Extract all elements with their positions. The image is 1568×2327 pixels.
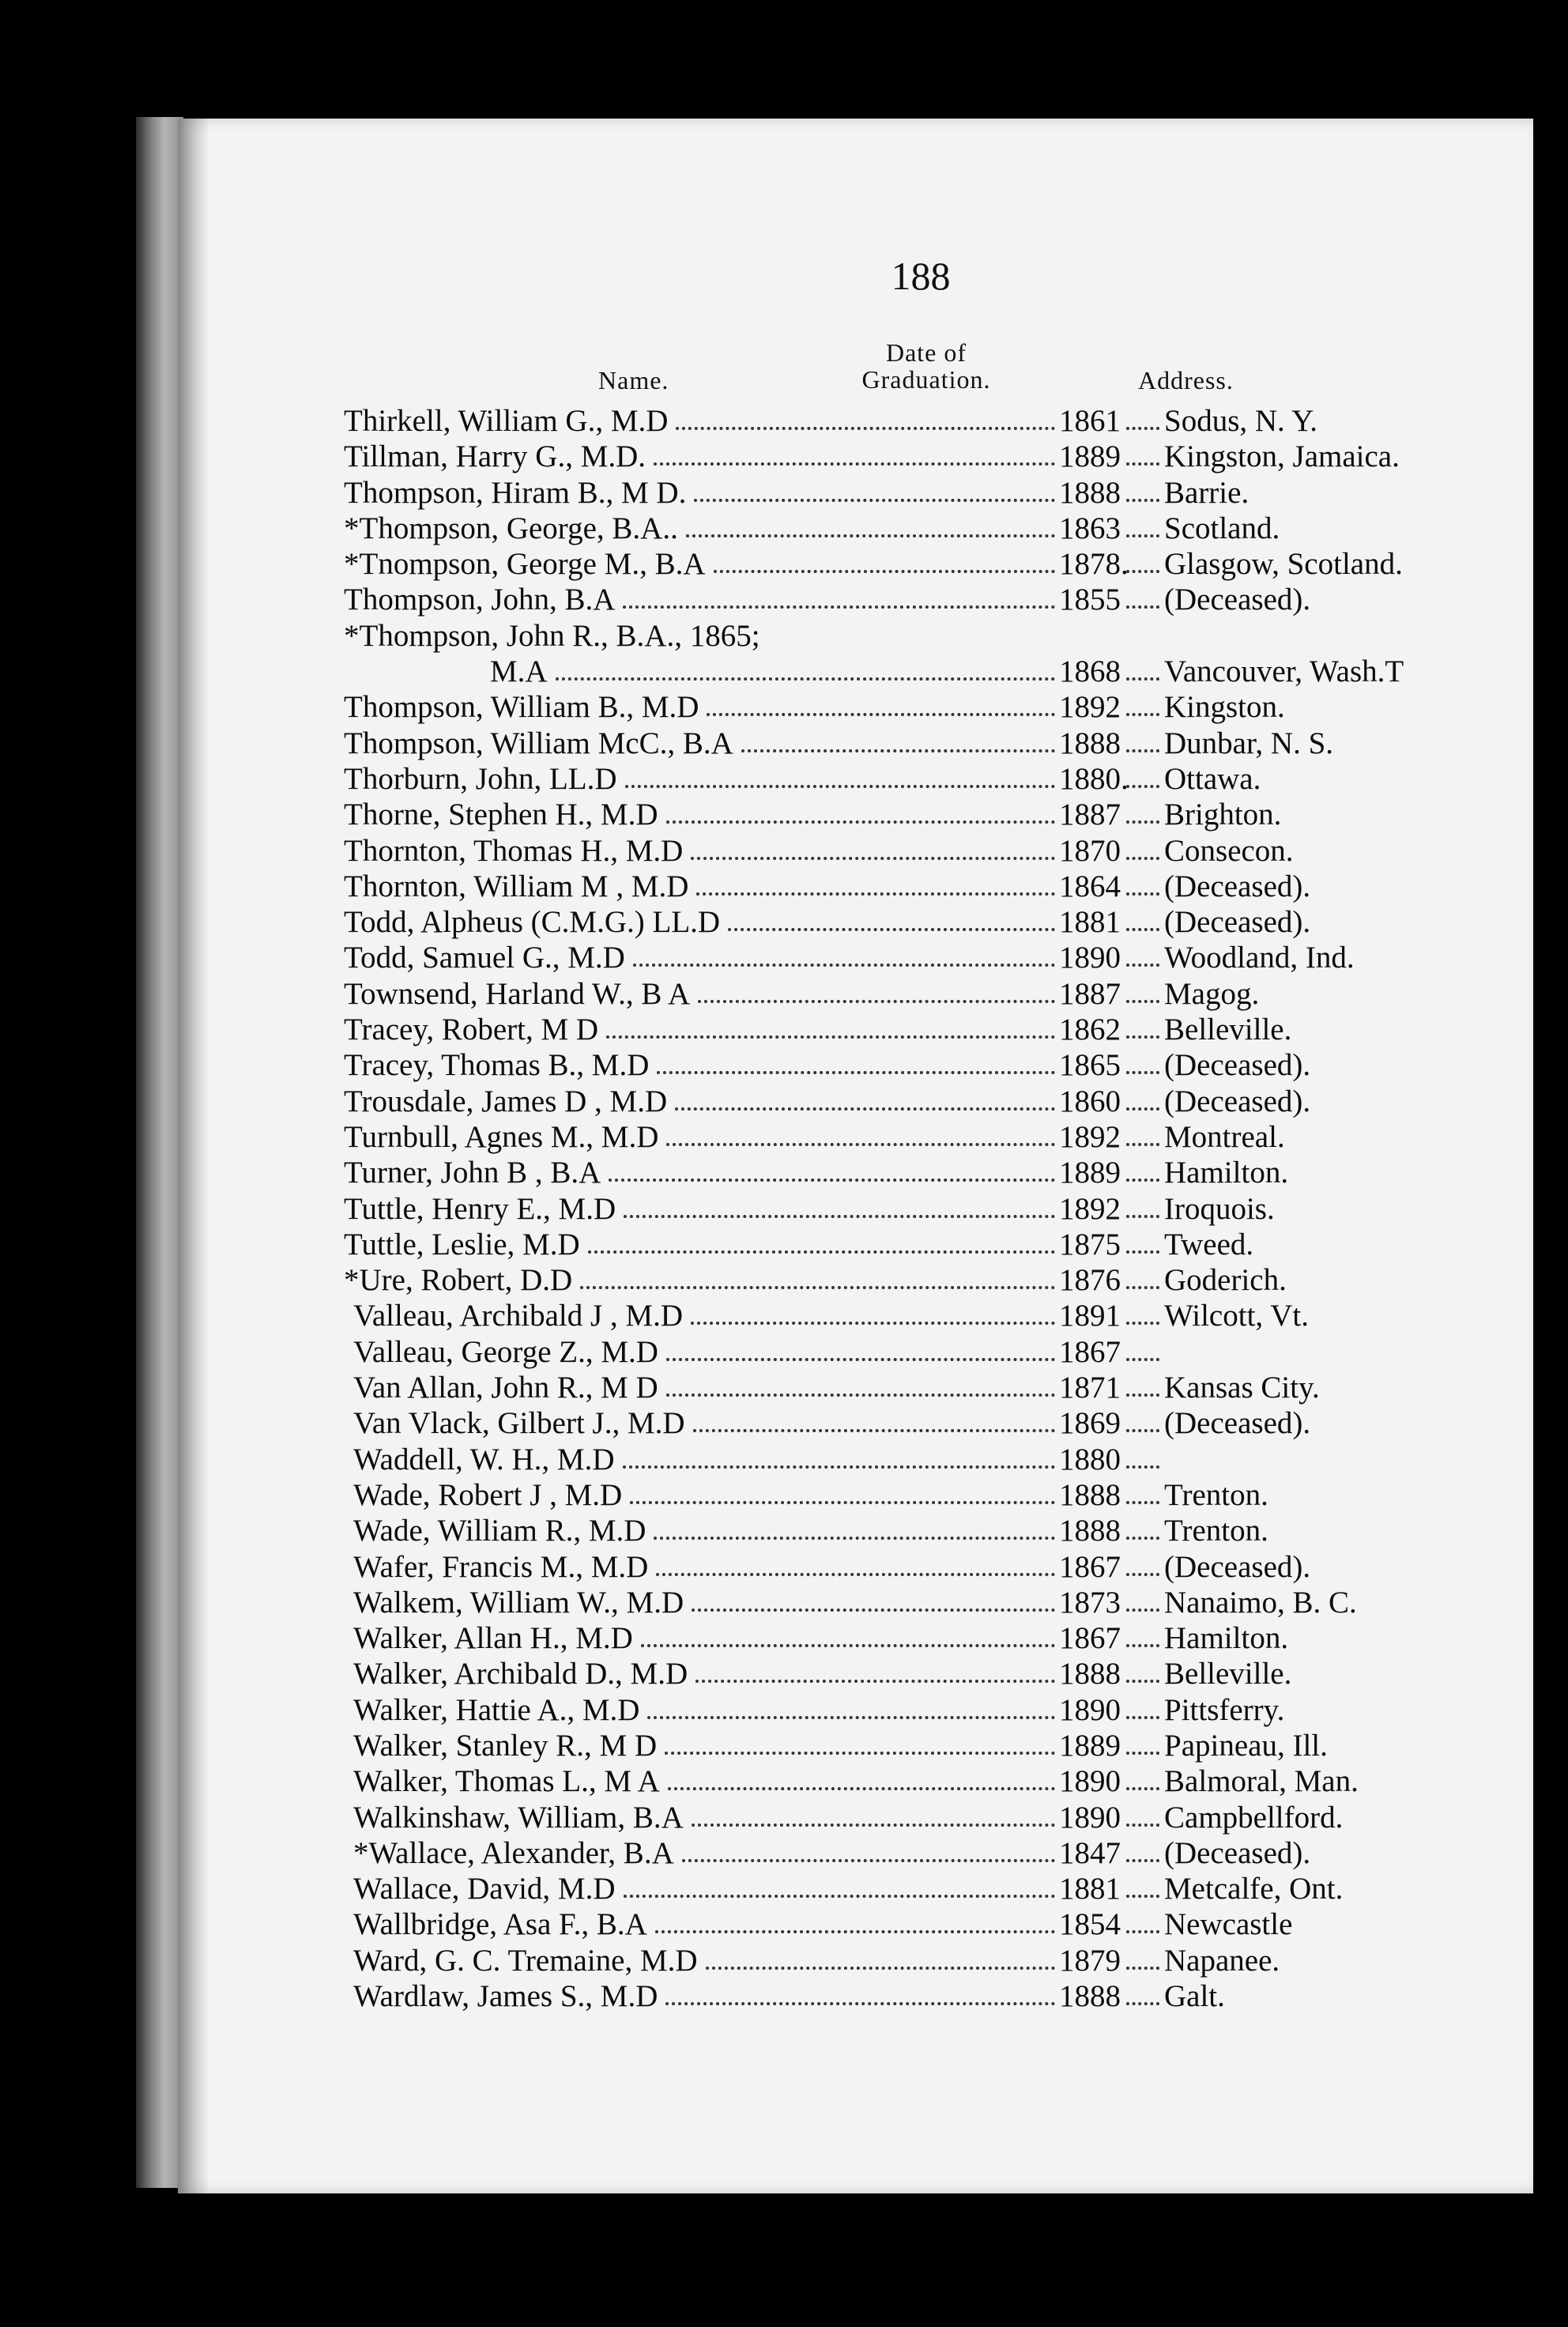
dot-leader <box>1126 1394 1159 1397</box>
graduate-name: Thompson, William B., M.D <box>344 690 699 725</box>
graduation-year: 1888 <box>1059 1477 1121 1512</box>
dot-leader <box>1126 1787 1159 1790</box>
list-item <box>344 1763 1498 1799</box>
graduate-name: Thirkell, William G., M.D <box>344 404 669 438</box>
dot-leader <box>657 1071 1055 1074</box>
list-item <box>344 833 1498 869</box>
graduation-year: 1864 <box>1059 869 1121 903</box>
graduate-address: Iroquois. <box>1164 1191 1275 1226</box>
list-item <box>344 618 1498 654</box>
graduation-year: 1860 <box>1059 1084 1121 1118</box>
graduate-address: Consecon. <box>1164 833 1294 868</box>
graduation-year: 1871 <box>1059 1371 1121 1405</box>
graduate-name: Thompson, William McC., B.A <box>344 726 733 760</box>
dot-leader <box>1126 499 1159 502</box>
dot-leader <box>691 857 1055 860</box>
graduate-name: Waddell, W. H., M.D <box>353 1442 615 1477</box>
graduate-name: Todd, Alpheus (C.M.G.) LL.D <box>344 905 721 940</box>
graduation-year: 1890 <box>1059 1692 1121 1727</box>
dot-leader <box>1126 1071 1159 1074</box>
dot-leader <box>1126 1501 1159 1504</box>
list-item <box>344 1370 1498 1405</box>
list-item <box>344 1871 1498 1906</box>
dot-leader <box>707 713 1055 716</box>
graduate-name: Walker, Stanley R., M D <box>353 1728 658 1763</box>
graduate-address: Woodland, Ind. <box>1164 941 1355 975</box>
dot-leader <box>625 785 1055 788</box>
graduation-year: 1876 <box>1059 1263 1121 1298</box>
graduate-name: Tillman, Harry G., M.D. <box>344 439 646 474</box>
graduate-address: Kingston, Jamaica. <box>1164 439 1400 474</box>
graduate-address: Tweed. <box>1164 1227 1254 1262</box>
graduate-name: M.A <box>490 654 548 689</box>
list-item <box>344 546 1498 582</box>
dot-leader <box>1126 1967 1159 1970</box>
dot-leader <box>623 1465 1055 1469</box>
graduation-year: 1869 <box>1059 1406 1121 1441</box>
graduate-name: Walker, Allan H., M.D <box>353 1621 633 1656</box>
list-item <box>344 726 1498 761</box>
dot-leader <box>1126 749 1159 752</box>
column-header-date-line2: Graduation. <box>861 364 991 394</box>
graduate-address: (Deceased). <box>1164 905 1311 940</box>
dot-leader <box>1126 427 1159 430</box>
list-item <box>344 1262 1498 1298</box>
graduate-name: Todd, Samuel G., M.D <box>344 941 625 975</box>
list-item <box>344 797 1498 832</box>
dot-leader <box>606 1035 1055 1039</box>
graduate-address: Papineau, Ill. <box>1164 1728 1328 1763</box>
list-item <box>344 1978 1498 2014</box>
graduate-name: Thorburn, John, LL.D <box>344 761 617 796</box>
graduation-year: 1892 <box>1059 1191 1121 1226</box>
graduation-year: 1888 <box>1059 1514 1121 1548</box>
graduate-name: Walker, Thomas L., M A <box>353 1764 660 1799</box>
graduate-address: Sodus, N. Y. <box>1164 404 1317 438</box>
dot-leader <box>696 892 1055 896</box>
dot-leader <box>1126 1573 1159 1576</box>
dot-leader <box>656 1573 1055 1576</box>
dot-leader <box>694 499 1055 502</box>
graduate-address: Vancouver, Wash.T <box>1164 654 1404 689</box>
dot-leader <box>1126 1179 1159 1182</box>
list-item <box>344 1943 1498 1978</box>
graduate-address: (Deceased). <box>1164 583 1311 617</box>
graduate-name: *Thompson, John R., B.A., 1865; <box>344 618 760 653</box>
graduation-year: 1881 <box>1059 1872 1121 1906</box>
graduation-year: 1867 <box>1059 1549 1121 1584</box>
list-item <box>344 1012 1498 1047</box>
book-page <box>178 119 1533 2193</box>
graduate-name: *Wallace, Alexander, B.A <box>353 1835 674 1870</box>
dot-leader <box>1126 1680 1159 1683</box>
graduate-address: (Deceased). <box>1164 1549 1311 1584</box>
dot-leader <box>666 1358 1055 1361</box>
dot-leader <box>1126 1752 1159 1755</box>
graduation-year: 1847 <box>1059 1835 1121 1870</box>
graduation-year: 1880 <box>1059 1442 1121 1477</box>
dot-leader <box>641 1644 1055 1647</box>
dot-leader <box>693 1429 1055 1432</box>
dot-leader <box>686 534 1055 537</box>
graduate-name: *Tnompson, George M., B.A <box>344 547 706 582</box>
graduate-name: Valleau, Archibald J , M.D <box>353 1299 684 1333</box>
graduate-address: Ottawa. <box>1164 761 1261 796</box>
dot-leader <box>698 1000 1055 1003</box>
list-item <box>344 1477 1498 1513</box>
graduate-address: (Deceased). <box>1164 1406 1311 1441</box>
list-item <box>344 1549 1498 1585</box>
dot-leader <box>666 1394 1055 1397</box>
list-item <box>344 1513 1498 1548</box>
graduation-year: 1868 <box>1059 654 1121 689</box>
page-edge <box>136 117 183 2188</box>
dot-leader <box>1126 1859 1159 1862</box>
dot-leader <box>1126 1035 1159 1039</box>
dot-leader <box>1126 1000 1159 1003</box>
graduate-address: Barrie. <box>1164 475 1250 510</box>
dot-leader <box>609 1179 1055 1182</box>
dot-leader <box>675 1107 1055 1111</box>
list-item <box>344 582 1498 617</box>
graduation-year: 1891 <box>1059 1299 1121 1333</box>
graduate-name: Van Vlack, Gilbert J., M.D <box>353 1406 685 1441</box>
graduate-name: *Ure, Robert, D.D <box>344 1263 573 1298</box>
dot-leader <box>1126 570 1159 573</box>
dot-leader <box>692 1824 1055 1827</box>
graduation-year: 1889 <box>1059 439 1121 474</box>
dot-leader <box>1126 1895 1159 1898</box>
graduate-name: Wade, Robert J , M.D <box>353 1477 623 1512</box>
graduate-address: Hamilton. <box>1164 1621 1289 1656</box>
dot-leader <box>1126 1537 1159 1540</box>
column-header-date-line1: Date of <box>885 338 967 367</box>
graduate-address: Nanaimo, B. C. <box>1164 1585 1357 1620</box>
graduate-name: Thorne, Stephen H., M.D <box>344 798 658 832</box>
dot-leader <box>1126 2002 1159 2005</box>
column-header-date <box>839 340 1013 393</box>
list-item <box>344 439 1498 474</box>
dot-leader <box>580 1286 1055 1289</box>
graduate-address: Brighton. <box>1164 798 1282 832</box>
graduation-year: 1867 <box>1059 1621 1121 1656</box>
dot-leader <box>1126 1215 1159 1218</box>
dot-leader <box>1126 1609 1159 1612</box>
dot-leader <box>1126 1250 1159 1254</box>
dot-leader <box>1126 713 1159 716</box>
list-item <box>344 1191 1498 1227</box>
dot-leader <box>1126 1930 1159 1933</box>
dot-leader <box>682 1859 1055 1862</box>
graduation-year: 1887 <box>1059 976 1121 1011</box>
dot-leader <box>654 462 1055 466</box>
graduate-name: Van Allan, John R., M D <box>353 1371 658 1405</box>
graduation-year: 1888 <box>1059 475 1121 510</box>
dot-leader <box>654 1537 1055 1540</box>
graduate-address: Newcastle <box>1164 1907 1293 1942</box>
column-header-address: Address. <box>1138 366 1234 394</box>
graduate-address: Metcalfe, Ont. <box>1164 1872 1344 1906</box>
graduate-name: *Thompson, George, B.A.. <box>344 511 678 545</box>
list-item <box>344 1620 1498 1656</box>
list-item <box>344 940 1498 975</box>
list-item <box>344 1119 1498 1155</box>
dot-leader <box>624 1895 1056 1898</box>
dot-leader <box>741 749 1055 752</box>
dot-leader <box>1126 605 1159 609</box>
graduate-address: Glasgow, Scotland. <box>1164 547 1403 582</box>
dot-leader <box>1126 1143 1159 1146</box>
graduate-address: (Deceased). <box>1164 1835 1311 1870</box>
graduation-year: 1888 <box>1059 1979 1121 2014</box>
dot-leader <box>1126 1824 1159 1827</box>
graduation-year: 1861 <box>1059 404 1121 438</box>
list-item <box>344 1442 1498 1477</box>
graduate-name: Wade, William R., M.D <box>353 1514 646 1548</box>
graduate-name: Tracey, Thomas B., M.D <box>344 1048 650 1083</box>
graduate-name: Tracey, Robert, M D <box>344 1013 599 1047</box>
dot-leader <box>691 1322 1055 1325</box>
list-item <box>344 403 1498 439</box>
dot-leader <box>1126 857 1159 860</box>
dot-leader <box>1126 1358 1159 1361</box>
list-item <box>344 1405 1498 1441</box>
dot-leader <box>647 1716 1055 1719</box>
dot-leader <box>666 820 1055 824</box>
dot-leader <box>588 1250 1055 1254</box>
dot-leader <box>1126 892 1159 896</box>
graduate-address: Campbellford. <box>1164 1800 1344 1835</box>
list-item <box>344 1656 1498 1692</box>
dot-leader <box>706 1967 1055 1970</box>
graduation-year: 1890 <box>1059 941 1121 975</box>
list-item <box>344 1155 1498 1190</box>
dot-leader <box>1126 1716 1159 1719</box>
graduate-address: (Deceased). <box>1164 1048 1311 1083</box>
list-item <box>344 904 1498 940</box>
graduate-address: (Deceased). <box>1164 869 1311 903</box>
dot-leader <box>1126 1286 1159 1289</box>
dot-leader <box>1126 1644 1159 1647</box>
list-item <box>344 1084 1498 1119</box>
graduate-address: Scotland. <box>1164 511 1280 545</box>
dot-leader <box>624 1215 1055 1218</box>
dot-leader <box>1126 1465 1159 1469</box>
graduation-year: 1867 <box>1059 1334 1121 1369</box>
graduation-year: 1889 <box>1059 1156 1121 1190</box>
dot-leader <box>1126 964 1159 967</box>
graduation-year: 1892 <box>1059 690 1121 725</box>
graduate-name: Townsend, Harland W., B A <box>344 976 691 1011</box>
graduate-list <box>344 403 1498 2014</box>
graduation-year: 1881 <box>1059 905 1121 940</box>
dot-leader <box>1126 785 1159 788</box>
graduate-address: Goderich. <box>1164 1263 1287 1298</box>
graduate-name: Thornton, William M , M.D <box>344 869 689 903</box>
dot-leader <box>1126 928 1159 931</box>
graduation-year: 1889 <box>1059 1728 1121 1763</box>
dot-leader <box>1126 1322 1159 1325</box>
graduate-address: Kingston. <box>1164 690 1285 725</box>
graduate-name: Turner, John B , B.A <box>344 1156 601 1190</box>
graduation-year: 1863 <box>1059 511 1121 545</box>
graduation-year: 1890 <box>1059 1764 1121 1799</box>
dot-leader <box>1126 534 1159 537</box>
graduate-address: Napanee. <box>1164 1943 1280 1978</box>
graduate-name: Tuttle, Henry E., M.D <box>344 1191 616 1226</box>
graduate-name: Valleau, George Z., M.D <box>353 1334 658 1369</box>
list-item <box>344 1728 1498 1763</box>
list-item <box>344 1298 1498 1333</box>
graduation-year: 1888 <box>1059 1657 1121 1692</box>
graduate-address: Trenton. <box>1164 1477 1268 1512</box>
graduate-name: Walker, Hattie A., M.D <box>353 1692 640 1727</box>
graduate-address: Hamilton. <box>1164 1156 1289 1190</box>
list-item <box>344 689 1498 725</box>
dot-leader <box>668 1787 1055 1790</box>
dot-leader <box>655 1930 1055 1933</box>
dot-leader <box>1126 677 1159 681</box>
dot-leader <box>728 928 1055 931</box>
graduation-year: 1875 <box>1059 1227 1121 1262</box>
graduate-address: Trenton. <box>1164 1514 1268 1548</box>
graduate-name: Walkem, William W., M.D <box>353 1585 684 1620</box>
list-item <box>344 869 1498 904</box>
graduate-address: Belleville. <box>1164 1013 1292 1047</box>
graduate-name: Wallace, David, M.D <box>353 1872 616 1906</box>
graduation-year: 1855 <box>1059 583 1121 617</box>
dot-leader <box>1126 462 1159 466</box>
list-item <box>344 1585 1498 1620</box>
list-item <box>344 511 1498 546</box>
graduate-name: Ward, G. C. Tremaine, M.D <box>353 1943 698 1978</box>
dot-leader <box>1126 820 1159 824</box>
dot-leader <box>1126 1107 1159 1111</box>
graduate-address: Montreal. <box>1164 1119 1285 1154</box>
dot-leader <box>633 964 1055 967</box>
graduation-year: 1892 <box>1059 1119 1121 1154</box>
graduate-address: Magog. <box>1164 976 1260 1011</box>
graduate-name: Wardlaw, James S., M.D <box>353 1979 658 2014</box>
graduation-year: 1870 <box>1059 833 1121 868</box>
list-item <box>344 1334 1498 1370</box>
list-item <box>344 1227 1498 1262</box>
page-number: 188 <box>891 254 951 298</box>
list-item <box>344 976 1498 1012</box>
graduate-name: Thompson, Hiram B., M D. <box>344 475 687 510</box>
dot-leader <box>695 1680 1055 1683</box>
dot-leader <box>630 1501 1055 1504</box>
graduate-address: (Deceased). <box>1164 1084 1311 1118</box>
graduate-name: Walkinshaw, William, B.A <box>353 1800 684 1835</box>
dot-leader <box>666 1143 1055 1146</box>
graduation-year: 1862 <box>1059 1013 1121 1047</box>
graduate-address: Dunbar, N. S. <box>1164 726 1334 760</box>
dot-leader <box>692 1609 1055 1612</box>
graduate-name: Thornton, Thomas H., M.D <box>344 833 684 868</box>
graduate-address: Balmoral, Man. <box>1164 1764 1359 1799</box>
graduation-year: 1888 <box>1059 726 1121 760</box>
list-item <box>344 1835 1498 1871</box>
graduate-address: Wilcott, Vt. <box>1164 1299 1309 1333</box>
graduate-name: Wafer, Francis M., M.D <box>353 1549 649 1584</box>
column-header-name: Name. <box>598 366 669 394</box>
dot-leader <box>623 605 1055 609</box>
dot-leader <box>665 1752 1055 1755</box>
dot-leader <box>676 427 1055 430</box>
list-item <box>344 1692 1498 1728</box>
list-item <box>344 1906 1498 1942</box>
graduate-name: Walker, Archibald D., M.D <box>353 1657 688 1692</box>
graduation-year: 1890 <box>1059 1800 1121 1835</box>
list-item <box>344 761 1498 797</box>
dot-leader <box>556 677 1055 681</box>
dot-leader <box>714 570 1055 573</box>
graduation-year: 1878. <box>1059 547 1129 582</box>
graduation-year: 1854 <box>1059 1907 1121 1942</box>
graduate-name: Turnbull, Agnes M., M.D <box>344 1119 659 1154</box>
graduate-address: Galt. <box>1164 1979 1225 2014</box>
list-item <box>344 654 1498 689</box>
graduation-year: 1880. <box>1059 761 1129 796</box>
graduate-address: Kansas City. <box>1164 1371 1320 1405</box>
list-item <box>344 1800 1498 1835</box>
dot-leader <box>665 2002 1055 2005</box>
graduate-address: Belleville. <box>1164 1657 1292 1692</box>
graduate-name: Thompson, John, B.A <box>344 583 616 617</box>
graduation-year: 1865 <box>1059 1048 1121 1083</box>
dot-leader <box>1126 1429 1159 1432</box>
graduation-year: 1873 <box>1059 1585 1121 1620</box>
graduate-name: Wallbridge, Asa F., B.A <box>353 1907 647 1942</box>
graduation-year: 1887 <box>1059 798 1121 832</box>
graduate-address: Pittsferry. <box>1164 1692 1285 1727</box>
graduate-name: Tuttle, Leslie, M.D <box>344 1227 580 1262</box>
gutter-shadow <box>178 119 209 2193</box>
graduation-year: 1879 <box>1059 1943 1121 1978</box>
list-item <box>344 475 1498 511</box>
graduate-name: Trousdale, James D , M.D <box>344 1084 668 1118</box>
list-item <box>344 1047 1498 1083</box>
